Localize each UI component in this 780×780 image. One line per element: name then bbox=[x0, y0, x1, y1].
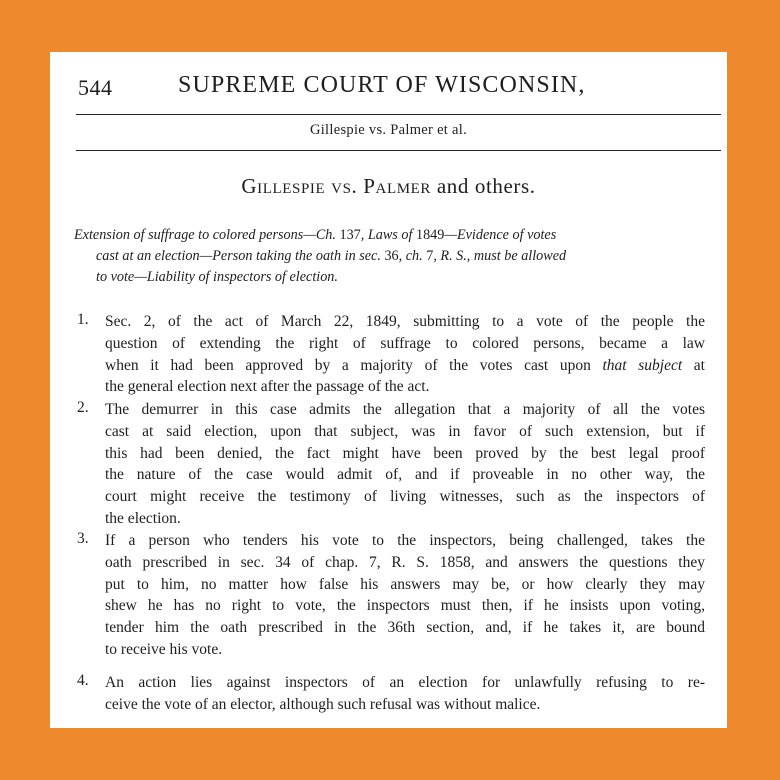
case-title-defendant: Palmer bbox=[363, 174, 432, 198]
headnote-text-run: when it had been approved by a majority of the votes cast upon bbox=[105, 356, 603, 374]
headnote-line: to receive his vote. bbox=[105, 640, 223, 658]
headnote-line: The demurrer in this case admits the allegation that a majority of all the votes bbox=[105, 401, 705, 418]
headnote-line: the nature of the case would admit of, and if proveable in no other way, the bbox=[105, 466, 705, 484]
headnote-line: question of extending the right of suffrage to colored persons, became a law bbox=[105, 334, 705, 352]
syllabus-number: 137 bbox=[339, 227, 361, 243]
headnote-number: 1. bbox=[77, 311, 89, 328]
document-page bbox=[50, 52, 727, 728]
header-rule-top bbox=[76, 114, 721, 115]
syllabus-text: —Evidence of votes bbox=[444, 227, 557, 243]
headnote-line: An action lies against inspectors of an election for unlawfully refusing to re- bbox=[105, 674, 705, 691]
headnote-text-run: at bbox=[682, 356, 705, 374]
case-title-versus: vs. bbox=[331, 174, 358, 198]
syllabus-number: 7 bbox=[426, 248, 434, 264]
headnote-line: tender him the oath prescribed in the 36th section, and, if he takes it, are bound bbox=[105, 619, 705, 637]
syllabus-line bbox=[74, 267, 714, 288]
headnote-emphasis: that subject bbox=[602, 356, 683, 374]
headnote-text bbox=[105, 672, 705, 716]
syllabus-number: 1849 bbox=[415, 227, 445, 243]
headnote-text bbox=[105, 311, 705, 398]
syllabus-line bbox=[74, 246, 714, 267]
syllabus bbox=[74, 225, 714, 288]
headnote-line: shew he has no right to vote, the inspectors must then, if he insists upon voting, bbox=[105, 597, 705, 615]
running-head: Gillespie vs. Palmer et al. bbox=[309, 122, 468, 138]
syllabus-number: 36 bbox=[384, 248, 399, 264]
headnote-line: court might receive the testimony of living witnesses, such as the inspectors of bbox=[105, 488, 705, 506]
case-title bbox=[50, 174, 727, 199]
syllabus-text: , ch. bbox=[398, 248, 427, 264]
headnote-line bbox=[105, 355, 705, 377]
syllabus-line bbox=[74, 225, 714, 246]
syllabus-text: Extension of suffrage to colored persons—Ch. bbox=[74, 227, 340, 243]
syllabus-text: cast at an election—Person taking the oath in sec. bbox=[96, 248, 385, 264]
headnote-line: the election. bbox=[105, 509, 181, 527]
headnote-text bbox=[105, 530, 705, 661]
headnote-line: Sec. 2, of the act of March 22, 1849, submitting to a vote of the people the bbox=[105, 313, 705, 330]
headnote-line: ceive the vote of an elector, although such refusal was without malice. bbox=[105, 695, 541, 713]
case-title-plaintiff: Gillespie bbox=[241, 174, 326, 198]
headnote-number: 2. bbox=[77, 399, 89, 416]
case-title-suffix: and others. bbox=[436, 174, 536, 198]
headnote-line: put to him, no matter how false his answers may be, or how clearly they may bbox=[105, 575, 705, 593]
page-number: 544 bbox=[78, 75, 113, 100]
syllabus-text: , R. S., must be allowed bbox=[433, 248, 567, 264]
headnote-line: this had been denied, the fact might have been proved by the best legal proof bbox=[105, 444, 705, 462]
headnote-number: 4. bbox=[77, 672, 89, 689]
headnote-text bbox=[105, 399, 705, 530]
reporter-title: SUPREME COURT OF WISCONSIN, bbox=[178, 72, 586, 98]
headnote-line: oath prescribed in sec. 34 of chap. 7, R. S. 1858, and answers the questions they bbox=[105, 553, 705, 571]
headnote-number: 3. bbox=[77, 530, 89, 547]
syllabus-text: , Laws of bbox=[360, 227, 416, 243]
headnote-line: If a person who tenders his vote to the inspectors, being challenged, takes the bbox=[105, 532, 705, 549]
headnote-line: cast at said election, upon that subject, was in favor of such extension, but if bbox=[105, 422, 705, 440]
headnote-line: the general election next after the passage of the act. bbox=[105, 378, 430, 396]
syllabus-text: to vote—Liability of inspectors of election. bbox=[96, 269, 338, 285]
header-rule-bottom bbox=[76, 150, 721, 151]
